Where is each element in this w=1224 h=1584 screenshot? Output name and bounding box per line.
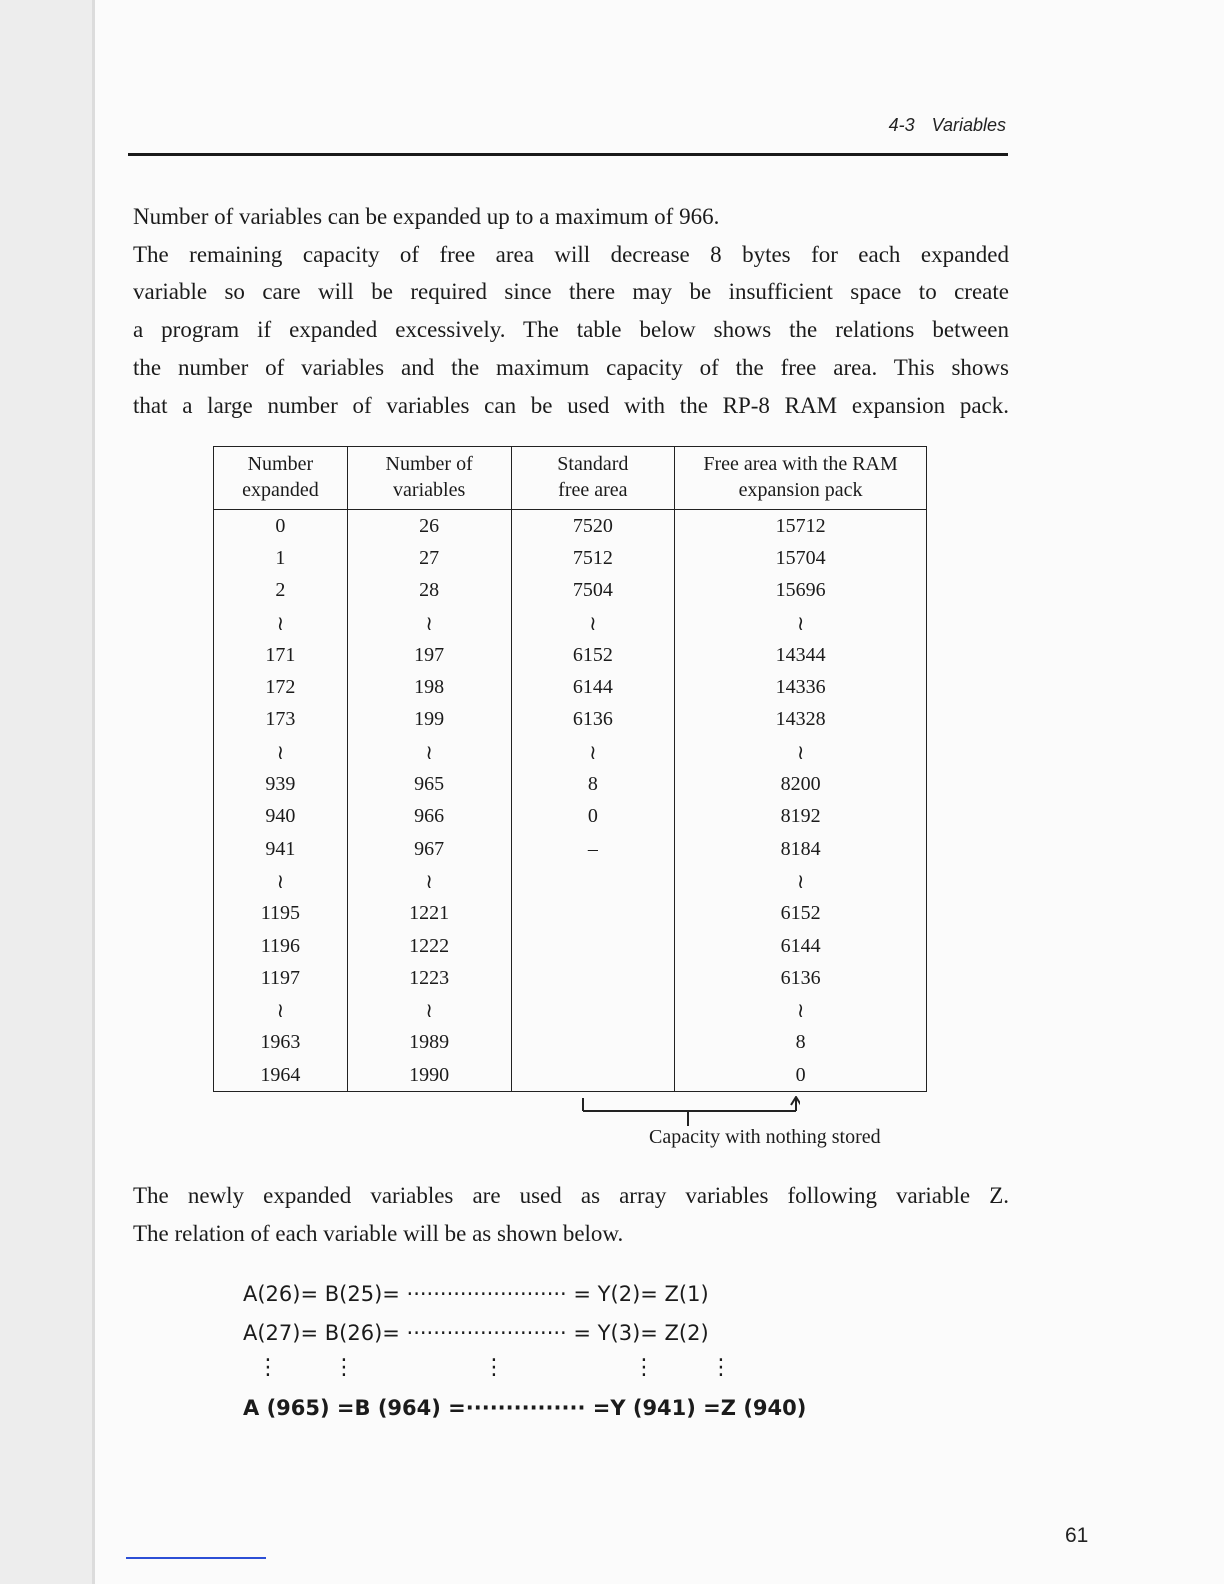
table-cell: 8 — [511, 768, 675, 800]
table-cell: 1196 — [214, 930, 348, 962]
table-cell: 0 — [214, 510, 348, 543]
table-cell: ≀ — [675, 736, 927, 768]
vertical-ellipsis: ⋮ — [483, 1355, 505, 1380]
table-cell: 198 — [347, 671, 511, 703]
table-cell: ≀ — [675, 607, 927, 639]
table-cell: 2 — [214, 575, 348, 607]
vertical-ellipsis: ⋮ — [257, 1355, 279, 1380]
table-cell: 6144 — [511, 671, 675, 703]
table-cell: 172 — [214, 671, 348, 703]
table-cell: ≀ — [347, 736, 511, 768]
table-row — [214, 865, 927, 897]
formula-line: A(26)= B(25)= ························ = Y(2)= Z(1) — [243, 1282, 709, 1306]
table-cell: 15696 — [675, 575, 927, 607]
table-cell: 1963 — [214, 1027, 348, 1059]
table-cell: 15712 — [675, 510, 927, 543]
table-row — [214, 1027, 927, 1059]
table-cell: 1197 — [214, 962, 348, 994]
table-cell — [511, 1027, 675, 1059]
table-cell: ≀ — [214, 736, 348, 768]
vertical-ellipsis: ⋮ — [333, 1355, 355, 1380]
table-cell: 199 — [347, 704, 511, 736]
table-row — [214, 510, 927, 543]
intro-line: that a large number of variables can be used with the RP-8 RAM expansion pack. — [133, 392, 1009, 418]
table-row — [214, 768, 927, 800]
table-cell: 1990 — [347, 1059, 511, 1092]
table-cell: 966 — [347, 801, 511, 833]
intro-line: Number of variables can be expanded up to a maximum of 966. — [133, 204, 720, 229]
vertical-ellipsis: ⋮ — [633, 1355, 655, 1380]
table-cell: 7504 — [511, 575, 675, 607]
table-cell: 967 — [347, 833, 511, 865]
table-cell: 941 — [214, 833, 348, 865]
table-cell: 28 — [347, 575, 511, 607]
table-cell: 8 — [675, 1027, 927, 1059]
table-cell: ≀ — [214, 994, 348, 1026]
table-cell: 1221 — [347, 898, 511, 930]
table-cell: 8200 — [675, 768, 927, 800]
table-cell: 173 — [214, 704, 348, 736]
table-cell: 171 — [214, 639, 348, 671]
table-row — [214, 833, 927, 865]
intro-line: variable so care will be required since there may be insufficient space to create — [133, 279, 1009, 305]
table-row — [214, 607, 927, 639]
table-cell: ≀ — [675, 865, 927, 897]
formula-line: A (965) =B (964) =··············· =Y (941) =Z (940) — [243, 1396, 807, 1420]
table-cell: ≀ — [675, 994, 927, 1026]
table-row — [214, 898, 927, 930]
table-cell: – — [511, 833, 675, 865]
table-cell: ≀ — [511, 607, 675, 639]
intro-paragraph — [133, 198, 1009, 424]
table-cell: 6136 — [675, 962, 927, 994]
table-row — [214, 930, 927, 962]
variables-capacity-table — [213, 446, 927, 1092]
table-cell: 0 — [675, 1059, 927, 1092]
table-row — [214, 1059, 927, 1092]
table-cell: 15704 — [675, 542, 927, 574]
table-cell: 6152 — [511, 639, 675, 671]
table-cell: 1 — [214, 542, 348, 574]
table-cell — [511, 930, 675, 962]
table-row — [214, 671, 927, 703]
table-cell: 14344 — [675, 639, 927, 671]
footer-link-rule — [126, 1557, 266, 1559]
table-cell: 1989 — [347, 1027, 511, 1059]
table-cell — [511, 962, 675, 994]
intro-line: a program if expanded excessively. The table below shows the relations between — [133, 317, 1009, 343]
table-cell — [511, 865, 675, 897]
table-cell: 14336 — [675, 671, 927, 703]
table-cell: 6144 — [675, 930, 927, 962]
table-cell: 939 — [214, 768, 348, 800]
table-cell: 8184 — [675, 833, 927, 865]
table-cell: ≀ — [214, 607, 348, 639]
table-cell: 14328 — [675, 704, 927, 736]
table-cell: 0 — [511, 801, 675, 833]
table-row — [214, 542, 927, 574]
header-rule — [128, 153, 1008, 156]
table-row — [214, 994, 927, 1026]
outro-paragraph — [133, 1177, 1009, 1252]
table-cell: 1195 — [214, 898, 348, 930]
table-cell: 26 — [347, 510, 511, 543]
running-head — [889, 115, 1006, 136]
table-cell: 6152 — [675, 898, 927, 930]
table-row — [214, 575, 927, 607]
table-cell — [511, 1059, 675, 1092]
intro-line: The remaining capacity of free area will decrease 8 bytes for each expanded — [133, 241, 1009, 267]
table-cell: 27 — [347, 542, 511, 574]
header-number-of-variables: Number of variables — [347, 447, 511, 510]
table-cell: ≀ — [347, 865, 511, 897]
table-cell: 1964 — [214, 1059, 348, 1092]
formula-line: A(27)= B(26)= ························ = Y(3)= Z(2) — [243, 1321, 709, 1345]
table-row — [214, 736, 927, 768]
table-cell: 197 — [347, 639, 511, 671]
table-cell: 8192 — [675, 801, 927, 833]
table-cell — [511, 898, 675, 930]
table-cell: 6136 — [511, 704, 675, 736]
table-cell: ≀ — [347, 607, 511, 639]
table-cell: 7520 — [511, 510, 675, 543]
table-cell: ≀ — [347, 994, 511, 1026]
table-row — [214, 639, 927, 671]
table-header-row — [214, 447, 927, 510]
table-cell: 7512 — [511, 542, 675, 574]
vertical-ellipsis: ⋮ — [710, 1355, 732, 1380]
header-standard-free-area: Standard free area — [511, 447, 675, 510]
table-row — [214, 962, 927, 994]
table-cell: 965 — [347, 768, 511, 800]
table-body — [214, 510, 927, 1092]
section-number: 4-3 — [888, 115, 915, 135]
header-number-expanded: Number expanded — [214, 447, 348, 510]
table-row — [214, 704, 927, 736]
page-number: 61 — [1065, 1524, 1089, 1547]
intro-line: the number of variables and the maximum capacity of the free area. This shows — [133, 354, 1009, 380]
outro-line: The relation of each variable will be as shown below. — [133, 1220, 624, 1246]
scan-gutter — [0, 0, 95, 1584]
header-free-area-ram-pack: Free area with the RAM expansion pack — [675, 447, 927, 510]
table-cell: ≀ — [214, 865, 348, 897]
table-cell: 1222 — [347, 930, 511, 962]
table-cell — [511, 994, 675, 1026]
table-cell: 1223 — [347, 962, 511, 994]
table-cell: ≀ — [511, 736, 675, 768]
section-title: Variables — [931, 115, 1006, 135]
capacity-bracket — [580, 1096, 800, 1126]
outro-line: The newly expanded variables are used as array variables following variable Z. — [133, 1183, 1009, 1208]
table-row — [214, 801, 927, 833]
table-cell: 940 — [214, 801, 348, 833]
table-caption: Capacity with nothing stored — [649, 1126, 881, 1148]
